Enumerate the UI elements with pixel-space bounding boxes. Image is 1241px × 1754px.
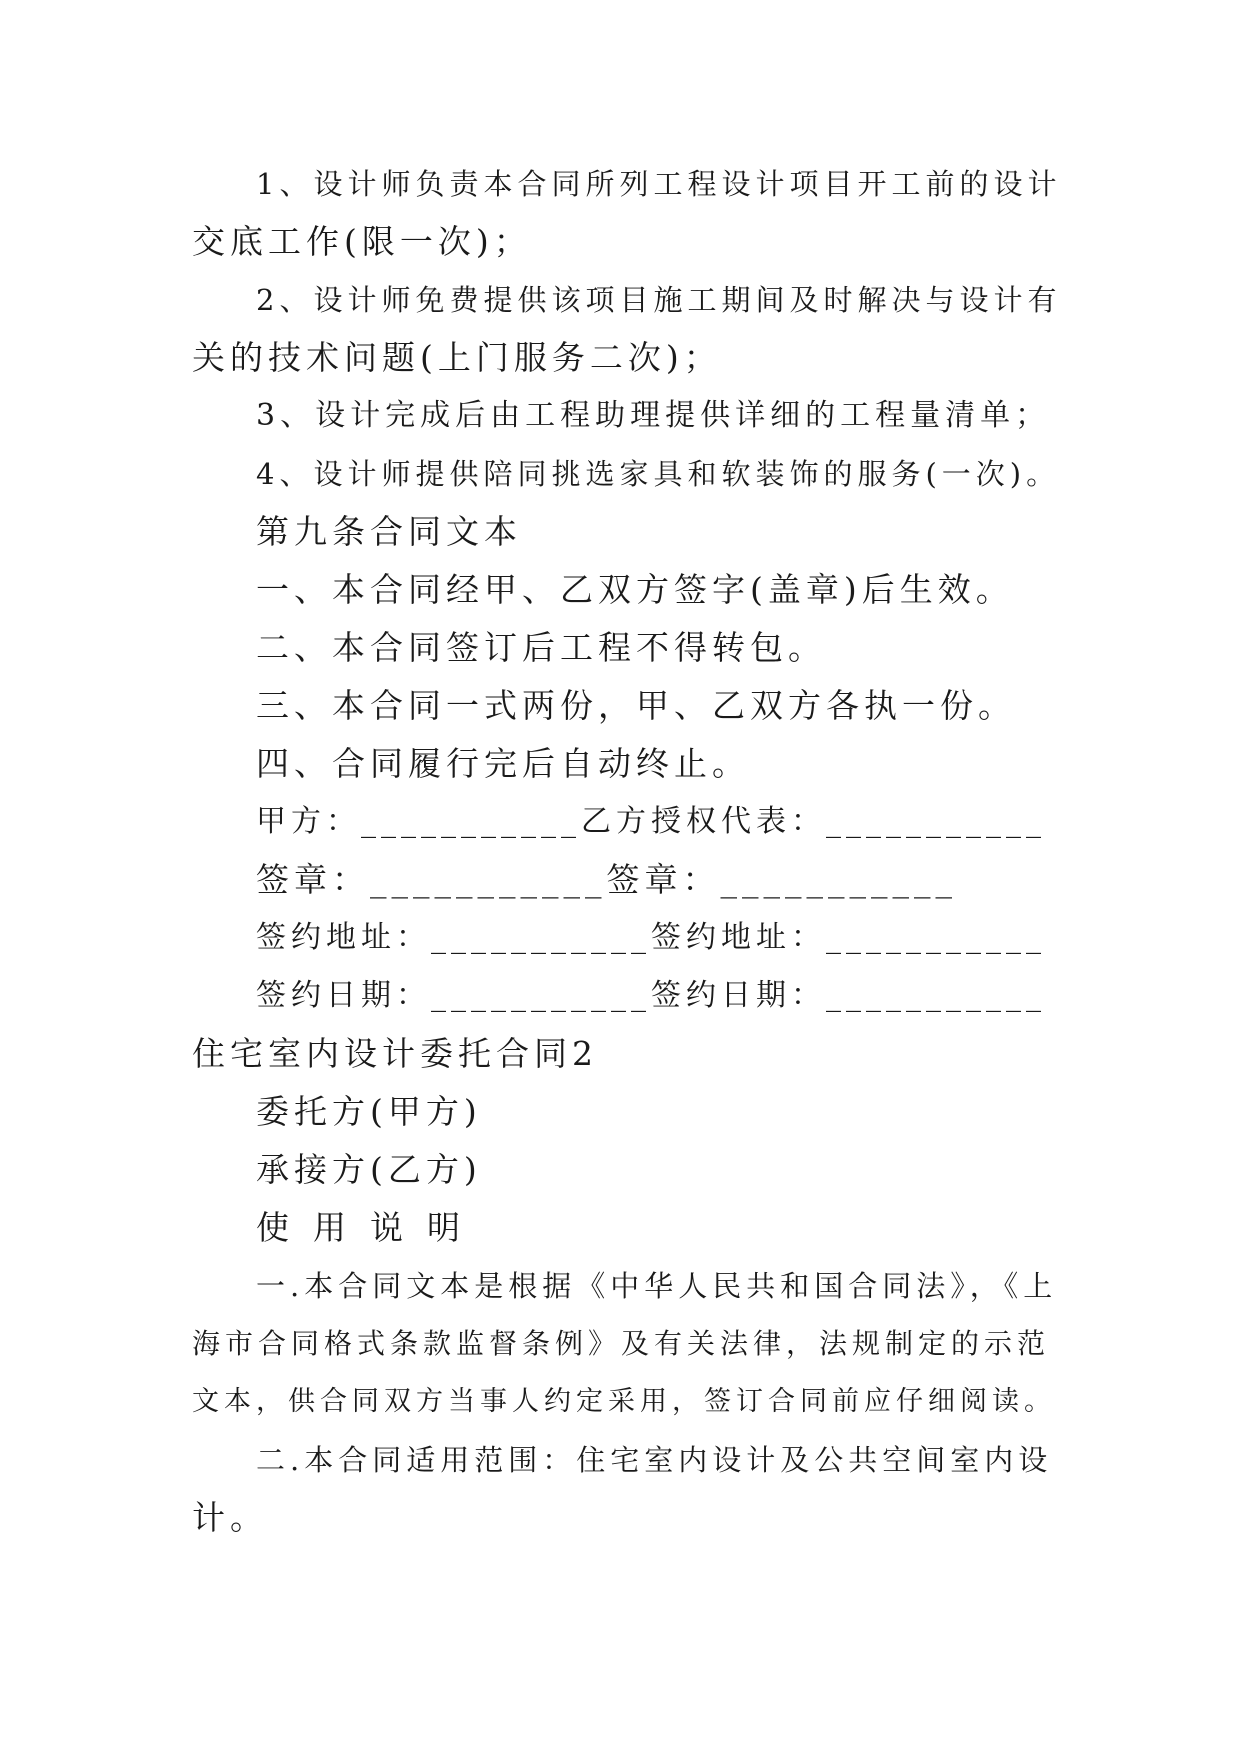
paragraph-line: 3、设计完成后由工程助理提供详细的工程量清单； — [256, 398, 1051, 433]
paragraph-line: 委托方(甲方) — [256, 1092, 482, 1131]
paragraph-line: 海市合同格式条款监督条例》及有关法律，法规制定的示范 — [192, 1327, 1051, 1360]
paragraph-line: 承接方(乙方) — [256, 1150, 482, 1189]
paragraph-line: 交底工作(限一次)； — [192, 222, 532, 261]
paragraph-line: 1、设计师负责本合同所列工程设计项目开工前的设计 — [256, 167, 1062, 201]
signature-line-seal: 签章：___________签章：___________ — [256, 860, 957, 899]
paragraph-line: 四、合同履行完后自动终止。 — [256, 744, 750, 783]
paragraph-line: 二、本合同签订后工程不得转包。 — [256, 628, 826, 667]
paragraph-line: 一、本合同经甲、乙双方签字(盖章)后生效。 — [256, 570, 1014, 609]
signature-line-party: 甲方：___________乙方授权代表：___________ — [256, 804, 1046, 839]
paragraph-line: 文本，供合同双方当事人约定采用，签订合同前应仔细阅读。 — [192, 1386, 1056, 1417]
document-title: 住宅室内设计委托合同2 — [192, 1034, 598, 1073]
signature-line-date: 签约日期：___________签约日期：___________ — [256, 978, 1046, 1013]
section-heading: 使用说明 — [256, 1208, 484, 1247]
paragraph-line: 关的技术问题(上门服务二次)； — [192, 338, 722, 377]
paragraph-line: 三、本合同一式两份，甲、乙双方各执一份。 — [256, 686, 1016, 725]
paragraph-line: 2、设计师免费提供该项目施工期间及时解决与设计有 — [256, 283, 1062, 317]
paragraph-line: 一.本合同文本是根据《中华人民共和国合同法》，《上 — [256, 1269, 1058, 1303]
paragraph-line: 二.本合同适用范围：住宅室内设计及公共空间室内设 — [256, 1443, 1053, 1477]
paragraph-line: 4、设计师提供陪同挑选家具和软装饰的服务(一次)。 — [256, 457, 1061, 491]
paragraph-line: 计。 — [192, 1498, 268, 1537]
section-heading: 第九条合同文本 — [256, 512, 522, 551]
signature-line-address: 签约地址：___________签约地址：___________ — [256, 920, 1046, 955]
